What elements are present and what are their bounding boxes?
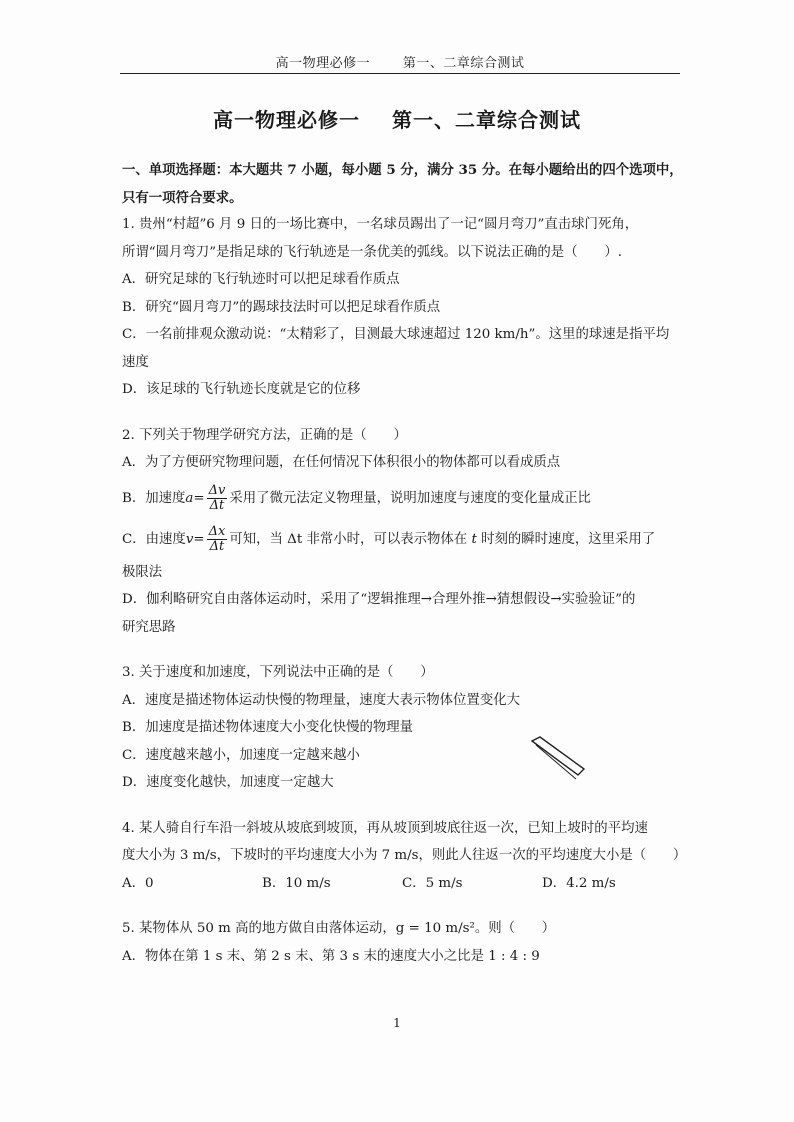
q4-stem-line-2: 度大小为 3 m/s，下坡时的平均速度大小为 7 m/s，则此人往返一次的平均速度大小是（ ） (122, 848, 687, 863)
q2-b-variable: a (185, 490, 194, 506)
q3-option-a: A．速度是描述物体运动快慢的物理量，速度大表示物体位置变化大 (122, 692, 520, 708)
q2-c-prefix: C．由速度 (122, 531, 186, 547)
q3-option-c: C．速度越来越小，加速度一定越来越小 (122, 747, 360, 763)
title-test-name: 第一、二章综合测试 (391, 108, 581, 132)
q1-stem-line-1: 1. 贵州“村超”6 月 9 日的一场比赛中，一名球员踢出了一记“圆月弯刀”直击球门死角， (122, 217, 639, 232)
q2-c-numerator: Δx (208, 523, 226, 539)
q2-option-d-line-1: D．伽利略研究自由落体运动时，采用了“逻辑推理→合理外推→猜想假设→实验验证”的 (122, 592, 636, 607)
q4-option-a: A．0 (122, 875, 154, 891)
header-divider (120, 73, 680, 74)
running-header (120, 52, 680, 71)
q2-c-equals: = (193, 531, 205, 547)
q1-option-c-line-1: C．一名前排观众激动说：“太精彩了，目测最大球速超过 120 km/h”。这里的球速是指平均 (122, 327, 670, 342)
q1-option-b: B．研究“圆月弯刀”的踢球技法时可以把足球看作质点 (122, 299, 441, 315)
q2-c-text-2: 时刻的瞬时速度，这里采用了 (481, 531, 656, 547)
q5-stem: 5. 某物体从 50 m 高的地方做自由落体运动，g = 10 m/s²。则（ ） (122, 921, 556, 936)
header-test-name: 第一、二章综合测试 (402, 56, 525, 71)
q4-option-b: B．10 m/s (262, 875, 331, 891)
q3-option-d: D．速度变化越快，加速度一定越大 (122, 775, 334, 790)
header-course: 高一物理必修一 (275, 56, 371, 71)
section-instructions-line-2: 只有一项符合要求。 (122, 189, 243, 206)
q4-option-d: D．4.2 m/s (542, 875, 616, 891)
page-title (0, 104, 794, 133)
q1-option-d: D．该足球的飞行轨迹长度就是它的位移 (122, 382, 361, 397)
q3-stem: 3. 关于速度和加速度，下列说法中正确的是（ ） (122, 665, 434, 680)
q2-option-c-line-2: 极限法 (122, 564, 163, 580)
q2-b-denominator: Δt (209, 497, 225, 513)
q2-b-fraction (207, 484, 228, 513)
title-course: 高一物理必修一 (213, 108, 361, 132)
q2-option-a: A．为了方便研究物理问题，在任何情况下体积很小的物体都可以看成质点 (122, 455, 561, 470)
q2-b-numerator: Δv (208, 482, 226, 498)
exam-content (122, 160, 687, 974)
q2-c-fraction (207, 525, 228, 554)
q2-stem: 2. 下列关于物理学研究方法，正确的是（ ） (122, 427, 407, 443)
q1-option-a: A．研究足球的飞行轨迹时可以把足球看作质点 (122, 272, 400, 287)
q2-b-equals: = (193, 490, 205, 506)
q2-option-b (122, 481, 682, 517)
q2-c-denominator: Δt (209, 538, 225, 554)
q2-c-t: t (471, 531, 477, 547)
q2-c-variable: v (185, 531, 194, 547)
section-instructions-line-1: 一、单项选择题：本大题共 7 小题，每小题 5 分，满分 35 分。在每小题给出的四个选项中， (122, 162, 683, 178)
page-number: 1 (393, 1016, 401, 1030)
q3-option-b: B．加速度是描述物体速度大小变化快慢的物理量 (122, 720, 414, 735)
q2-b-prefix: B．加速度 (122, 490, 186, 506)
q1-option-c-line-2: 速度 (122, 354, 149, 370)
q2-option-c (122, 522, 682, 558)
q4-stem-line-1: 4. 某人骑自行车沿一斜坡从坡底到坡顶，再从坡顶到坡底往返一次，已知上坡时的平均速 (122, 820, 648, 836)
q2-c-text-1: 可知，当 Δt 非常小时，可以表示物体在 (229, 531, 468, 547)
pen-mark (528, 735, 588, 785)
q1-stem-line-2: 所谓“圆月弯刀”是指足球的飞行轨迹是一条优美的弧线。以下说法正确的是（ ）. (122, 244, 623, 260)
q4-options (122, 874, 682, 894)
q2-b-text: 采用了微元法定义物理量，说明加速度与速度的变化量成正比 (229, 490, 591, 506)
q5-option-a: A．物体在第 1 s 末、第 2 s 末、第 3 s 末的速度大小之比是 1 : 4 : 9 (122, 948, 540, 964)
q2-option-d-line-2: 研究思路 (122, 619, 176, 635)
q4-option-c: C．5 m/s (402, 875, 463, 891)
